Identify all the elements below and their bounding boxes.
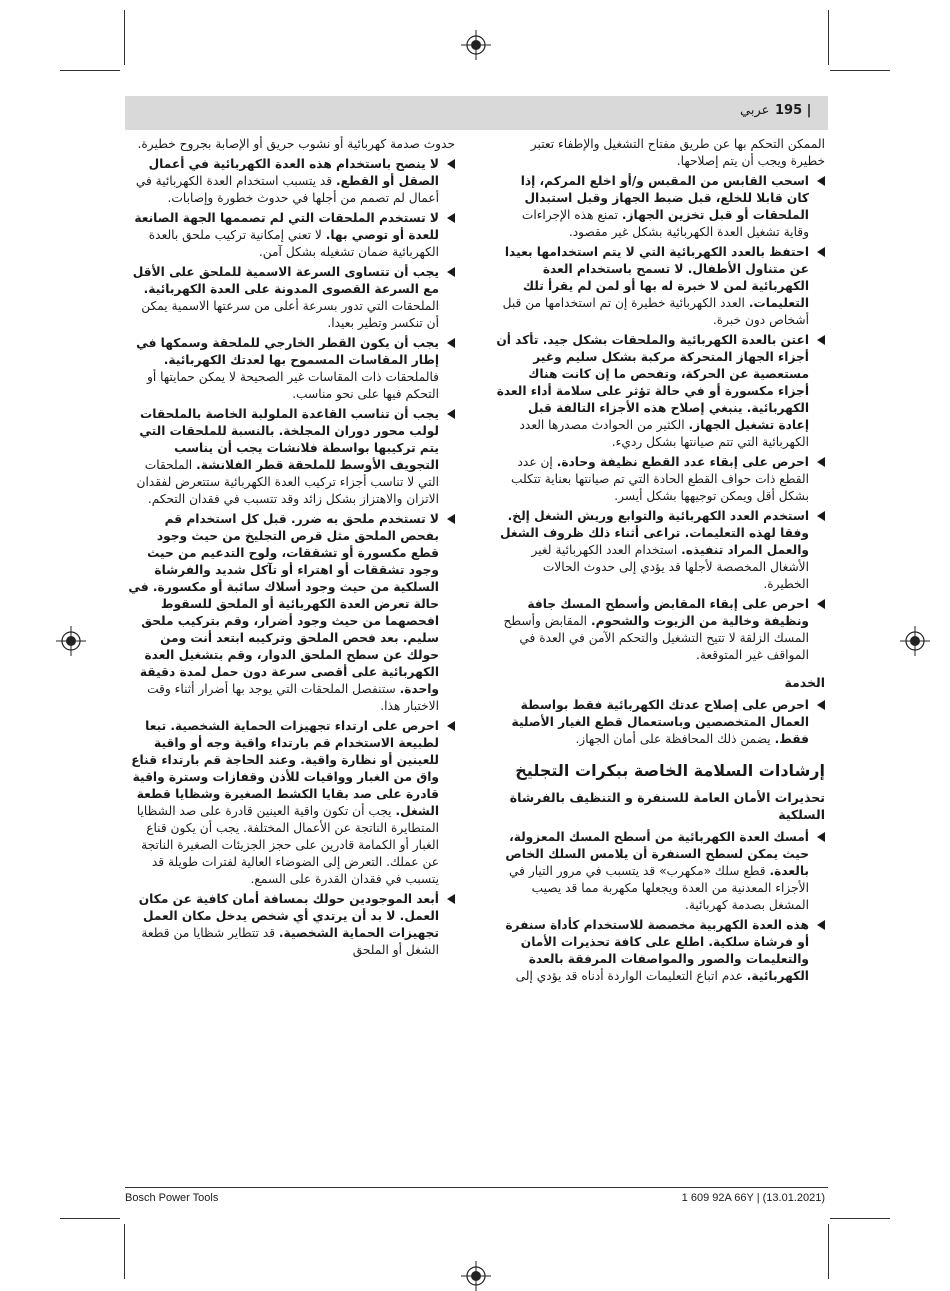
crop-mark <box>124 10 125 65</box>
safety-item: اعتن بالعدة الكهربائية والملحقات بشكل جيد. تأكد أن أجزاء الجهاز المتحركة مركبة بشكل سليم وغير مستعصية عن الحركة، وتفحص ما إن كانت هناك أجزاء مكسورة أو في حالة تؤثر على سلامة أداء العدة الكهربائية. ينبغي إصلاح هذه الأجزاء التالفة قبل إعادة تشغيل الجهاز. الكثير من الحوادث مصدرها العدد الكهربائية التي تتم صيانتها بشكل رديء. <box>495 332 825 451</box>
safety-item: احرص على إصلاح عدتك الكهربائية فقط بواسطة العمال المتخصصين وباستعمال قطع الغيار الأصلية فقط. يضمن ذلك المحافظة على أمان الجهاز. <box>495 697 825 748</box>
safety-item: يجب أن يكون القطر الخارجي للملحقة وسمكها في إطار المقاسات المسموح بها لعدتك الكهربائية. فالملحقات ذات المقاسات غير الصحيحة لا يمكن حمايتها أو التحكم فيها على نحو مناسب. <box>125 335 455 403</box>
safety-item: احرص على ارتداء تجهيزات الحماية الشخصية. تبعا لطبيعة الاستخدام قم بارتداء واقية وجه أو واقية للعينين أو نظارة واقية. وعند الحاجة قم بارتداء قناع واق من الغبار وواقيات للأذن وقفازات وسترة واقية قادرة على صد بقايا الكشط الصغيرة وشظايا قطعة الشغل. يجب أن تكون واقية العينين قادرة على صد الشظايا المتطايرة الناتجة عن الأعمال المختلفة. يجب أن يكون قناع الغبار أو الكمامة قادرين على حجز الجزيئات الصغيرة الناتجة عن عملك. التعرض إلى الضوضاء العالية لفترات طويلة قد يتسبب في فقدان القدرة على السمع. <box>125 718 455 888</box>
safety-item: احتفظ بالعدد الكهربائية التي لا يتم استخدامها بعيدا عن متناول الأطفال. لا تسمح باستخدام العدة الكهربائية لمن لا خبرة له بها أو لمن لم يقرأ تلك التعليمات. العدد الكهربائية خطيرة إن تم استخدامها من قبل أشخاص دون خبرة. <box>495 244 825 329</box>
crop-mark <box>60 1218 120 1219</box>
paragraph: حدوث صدمة كهربائية أو نشوب حريق أو الإصابة بجروح خطيرة. <box>137 137 455 151</box>
safety-item: احرص على إبقاء عدد القطع نظيفة وحادة. إن عدد القطع ذات حواف القطع الحادة التي تم صيانتها بعناية تتكلب بشكل أقل ويمكن توجيهها بشكل أيسر. <box>495 454 825 505</box>
safety-item: يجب أن تتساوى السرعة الاسمية للملحق على الأقل مع السرعة القصوى المدونة على العدة الكهربائية. الملحقات التي تدور بسرعة أعلى من سرعتها الاسمية يمكن أن تنكسر وتطير بعيدا. <box>125 264 455 332</box>
crop-mark <box>124 1224 125 1279</box>
safety-item: اسحب القابس من المقبس و/أو اخلع المركم، إذا كان قابلا للخلع، قبل ضبط الجهاز وقبل استبدال الملحقات أو قبل تخزين الجهاز. تمنع هذه الإجراءات وقاية تشغيل العدة الكهربائية بشكل غير مقصود. <box>495 173 825 241</box>
safety-item: هذه العدة الكهربية مخصصة للاستخدام كأداة سنفرة أو فرشاة سلكية. اطلع على كافة تحذيرات الأمان والتعليمات والصور والمواصفات المرفقة بالعدة الكهربائية. عدم اتباع التعليمات الواردة أدناه قد يؤدي إلى <box>495 917 825 985</box>
paragraph: الممكن التحكم بها عن طريق مفتاح التشغيل والإطفاء تعتبر خطيرة ويجب أن يتم إصلاحها. <box>530 137 825 168</box>
safety-item: أمسك العدة الكهربائية من أسطح المسك المعزولة، حيث يمكن لسطح السنفرة أن يلامس السلك الخاص بالعدة. قطع سلك «مكهرب» قد يتسبب في مرور التيار في الأجزاء المعدنية من العدة ويجعلها مكهربة مما قد يصيب المشغل بصدمة كهربائية. <box>495 829 825 914</box>
safety-item: احرص على إبقاء المقابض وأسطح المسك جافة ونظيفة وخالية من الزيوت والشحوم. المقابض وأسطح المسك الزلقة لا تتيح التشغيل والتحكم الآمن في العدة في المواقف غير المتوقعة. <box>495 596 825 664</box>
safety-item: لا تستخدم ملحق به ضرر. قبل كل استخدام قم بفحص الملحق مثل قرص التجليخ من حيث وجود قطع مكسورة أو تشققات، ولوح التدعيم من حيث وجود تشققات أو اهتراء أو تآكل شديد والفرشاة السلكية من حيث وجود أسلاك سائبة أو مكسورة. في حالة تعرض العدة الكهربائية أو الملحق للسقوط افحصهما من حيث وجود أضرار، وقم بتركيب ملحق سليم. بعد فحص الملحق وتركيبه ابتعد أنت ومن حولك عن سطح الملحق الدوار، وقم بتشغيل العدة الكهربائية على أقصى سرعة دون حمل لمدة دقيقة واحدة. ستنفصل الملحقات التي يوجد بها أضرار أثناء وقت الاختبار هذا. <box>125 511 455 715</box>
crop-mark <box>828 10 829 65</box>
footer-divider <box>125 1187 828 1188</box>
safety-item: أبعد الموجودين حولك بمسافة أمان كافية عن مكان العمل. لا بد أن يرتدي أي شخص يدخل مكان العمل تجهيزات الحماية الشخصية. قد تتطاير شظايا من قطعة الشغل أو الملحق <box>125 891 455 959</box>
right-column <box>495 136 825 988</box>
sub-heading: تحذيرات الأمان العامة للسنفرة و التنظيف بالفرشاة السلكية <box>509 790 825 822</box>
main-heading: إرشادات السلامة الخاصة ببكرات التجليخ <box>515 761 825 780</box>
language-label: عربي <box>740 103 770 118</box>
safety-item: يجب أن تناسب القاعدة الملولبة الخاصة بالملحقات لولب محور دوران المجلخة. بالنسبة للملحقات التي يتم تركيبها بواسطة فلانشات يجب أن يناسب التجويف الأوسط للملحقة قطر الفلانشة. الملحقات التي لا تناسب أجزاء تركيب العدة الكهربائية ستتعرض لفقدان الاتزان والاهتزاز بشكل زائد وقد تتسبب في فقدان التحكم. <box>125 406 455 508</box>
footer-brand: Bosch Power Tools <box>125 1192 219 1204</box>
safety-item: استخدم العدد الكهربائية والتوابع وريش الشغل إلخ. وفقا لهذه التعليمات. تراعى أثناء ذلك ظروف الشغل والعمل المراد تنفيذه. استخدام العدد الكهربائية لغير الأشغال المخصصة لأجلها قد يؤدي إلى حدوث الحالات الخطيرة. <box>495 508 825 593</box>
section-title: الخدمة <box>784 675 825 690</box>
crop-mark <box>830 1218 890 1219</box>
left-column <box>125 136 455 962</box>
registration-mark-icon <box>900 626 930 656</box>
page-header-bar <box>125 96 828 130</box>
registration-mark-icon <box>461 1261 491 1291</box>
page-number: 195 | <box>775 103 812 118</box>
crop-mark <box>828 1224 829 1279</box>
crop-mark <box>830 70 890 71</box>
footer-doc-code: 1 609 92A 66Y | (13.01.2021) <box>681 1192 825 1204</box>
registration-mark-icon <box>461 30 491 60</box>
safety-item: لا تستخدم الملحقات التي لم تصممها الجهة الصانعة للعدة أو توصي بها. لا تعني إمكانية تركيب ملحق بالعدة الكهربائية ضمان تشغيله بشكل آمن. <box>125 210 455 261</box>
crop-mark <box>60 70 120 71</box>
registration-mark-icon <box>56 626 86 656</box>
safety-item: لا ينصح باستخدام هذه العدة الكهربائية في أعمال الصقل أو القطع. قد يتسبب استخدام العدة الكهربائية في أعمال لم تصمم من أجلها في حدوث خطورة وإصابات. <box>125 156 455 207</box>
